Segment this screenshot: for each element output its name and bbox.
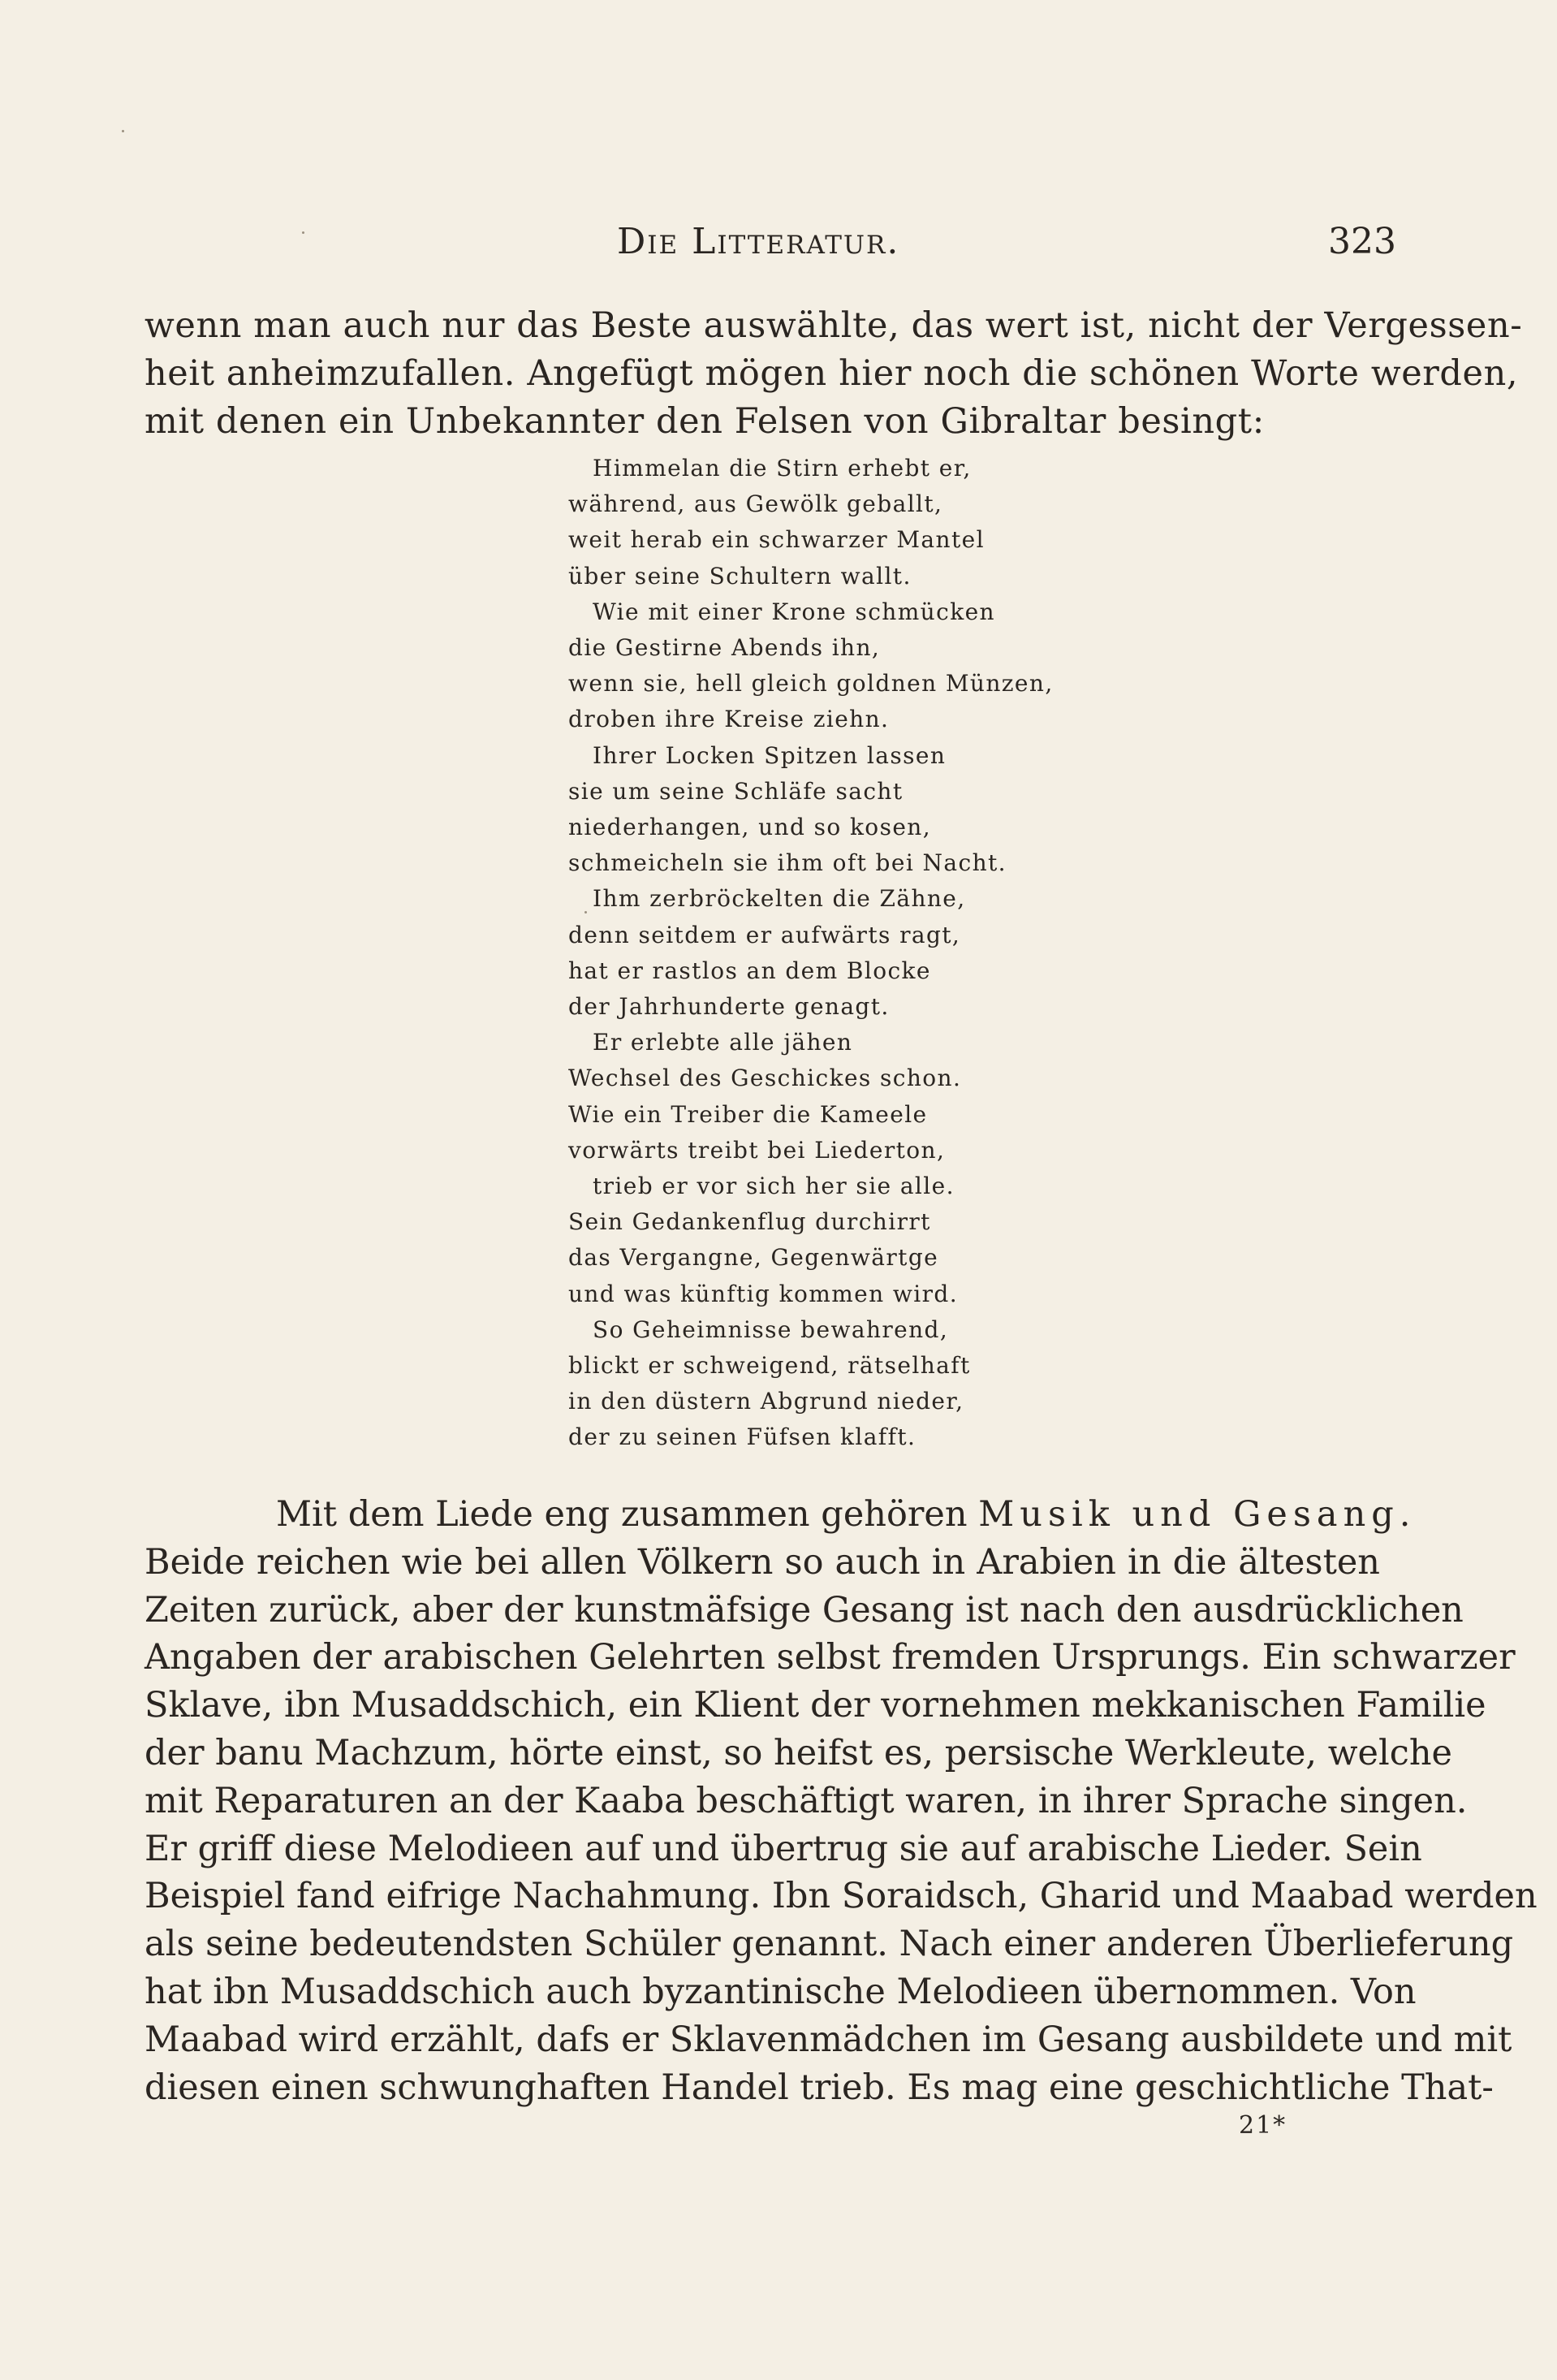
- poem-line: Wie ein Treiber die Kameele: [568, 1100, 928, 1128]
- poem-line: über seine Schultern wallt.: [568, 562, 912, 590]
- intro-line: mit denen ein Unbekannter den Felsen von Gibraltar besingt:: [144, 401, 1265, 442]
- intro-paragraph: [144, 302, 1523, 446]
- poem-line: Wie mit einer Krone schmücken: [593, 598, 995, 625]
- poem-line: Ihm zerbröckelten die Zähne,: [593, 885, 966, 913]
- body-paragraph: [144, 1491, 1538, 2111]
- poem-line: der Jahrhunderte genagt.: [568, 993, 890, 1021]
- body-first-line-lead: Mit dem Liede eng zusammen gehören: [276, 1494, 968, 1535]
- poem-line: während, aus Gewölk geballt,: [568, 490, 943, 518]
- poem-line: Wechsel des Geschickes schon.: [568, 1065, 962, 1092]
- spaced-emphasis: Musik und Gesang.: [978, 1494, 1417, 1535]
- poem-line: und was künftig kommen wird.: [568, 1280, 959, 1307]
- poem-line: die Gestirne Abends ihn,: [568, 634, 881, 662]
- running-title: Die Litteratur.: [617, 221, 900, 262]
- signature-mark: 21*: [1239, 2111, 1287, 2140]
- poem-line: blickt er schweigend, rätselhaft: [568, 1352, 971, 1380]
- body-first-line: [144, 1491, 1417, 1539]
- body-line: diesen einen schwunghaften Handel trieb. Es mag eine geschichtliche That-: [144, 2067, 1494, 2108]
- body-line: der banu Machzum, hörte einst, so heifst es, persische Werkleute, welche: [144, 1732, 1452, 1773]
- poem: [568, 451, 1120, 1456]
- body-line: Angaben der arabischen Gelehrten selbst fremden Ursprungs. Ein schwarzer: [144, 1637, 1516, 1678]
- paper-speck: [122, 130, 124, 132]
- page-number: 323: [1328, 221, 1396, 262]
- poem-line: vorwärts treibt bei Liederton,: [568, 1136, 946, 1164]
- poem-line: wenn sie, hell gleich goldnen Münzen,: [568, 670, 1054, 698]
- poem-line: niederhangen, und so kosen,: [568, 814, 932, 841]
- body-line: Beispiel fand eifrige Nachahmung. Ibn Soraidsch, Gharid und Maabad werden: [144, 1876, 1538, 1917]
- body-line: Zeiten zurück, aber der kunstmäfsige Gesang ist nach den ausdrücklichen: [144, 1589, 1464, 1631]
- poem-line: denn seitdem er aufwärts ragt,: [568, 921, 961, 948]
- poem-line: der zu seinen Füfsen klafft.: [568, 1423, 917, 1451]
- body-line: Beide reichen wie bei allen Völkern so auch in Arabien in die ältesten: [144, 1541, 1380, 1583]
- poem-line: So Geheimnisse bewahrend,: [593, 1315, 949, 1343]
- poem-line: sie um seine Schläfe sacht: [568, 777, 904, 805]
- body-line: hat ibn Musaddschich auch byzantinische Melodieen übernommen. Von: [144, 1971, 1417, 2012]
- body-line: Maabad wird erzählt, dafs er Sklavenmädchen im Gesang ausbildete und mit: [144, 2019, 1512, 2060]
- body-line: Sklave, ibn Musaddschich, ein Klient der vornehmen mekkanischen Familie: [144, 1685, 1486, 1726]
- intro-line: heit anheimzufallen. Angefügt mögen hier noch die schönen Worte werden,: [144, 353, 1519, 394]
- intro-line: wenn man auch nur das Beste auswählte, das wert ist, nicht der Vergessen-: [144, 305, 1523, 346]
- poem-line: Sein Gedankenflug durchirrt: [568, 1208, 931, 1236]
- poem-line: Ihrer Locken Spitzen lassen: [593, 741, 947, 769]
- poem-line: schmeicheln sie ihm oft bei Nacht.: [568, 849, 1007, 877]
- poem-line: droben ihre Kreise ziehn.: [568, 706, 890, 733]
- poem-line: das Vergangne, Gegenwärtge: [568, 1244, 939, 1272]
- poem-line: Er erlebte alle jähen: [593, 1029, 853, 1056]
- poem-line: Himmelan die Stirn erhebt er,: [593, 455, 972, 482]
- poem-line: trieb er vor sich her sie alle.: [593, 1173, 955, 1200]
- body-line: mit Reparaturen an der Kaaba beschäftigt waren, in ihrer Sprache singen.: [144, 1780, 1468, 1821]
- running-head: [130, 221, 1396, 270]
- poem-line: hat er rastlos an dem Blocke: [568, 957, 931, 984]
- poem-line: in den düstern Abgrund nieder,: [568, 1388, 964, 1415]
- body-line: Er griff diese Melodieen auf und übertrug sie auf arabische Lieder. Sein: [144, 1828, 1422, 1869]
- body-line: als seine bedeutendsten Schüler genannt. Nach einer anderen Überlieferung: [144, 1924, 1514, 1965]
- poem-line: weit herab ein schwarzer Mantel: [568, 526, 985, 554]
